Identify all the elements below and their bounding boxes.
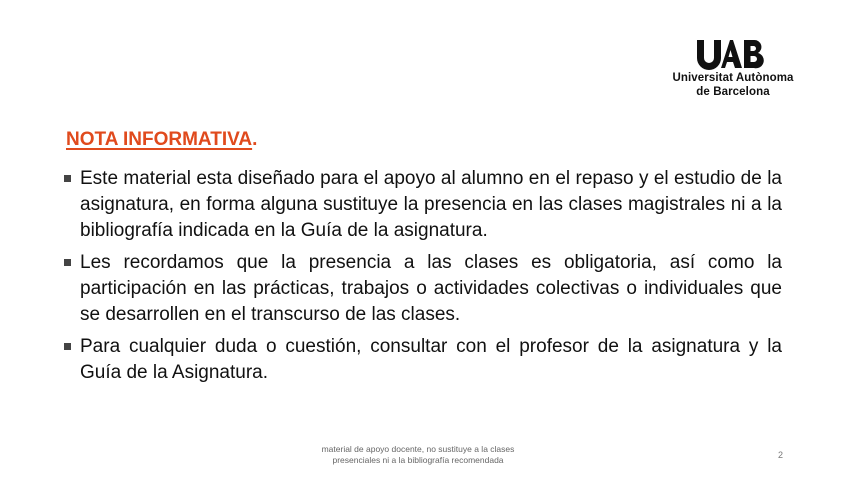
logo-line-city: de Barcelona [696,86,770,98]
uab-logo [658,38,808,102]
title-text: NOTA INFORMATIVA [66,129,253,150]
page-number: 2 [778,450,784,460]
title-dot: . [252,129,258,150]
footer-line-1: material de apoyo docente, no sustituye a la clases [321,444,515,454]
bullet-text: Para cualquier duda o cuestión, consultar con el profesor de la asignatura y la Guía de la Asignatura. [80,336,782,383]
bullet-item [62,166,782,244]
square-bullet-icon [64,343,71,350]
square-bullet-icon [64,259,71,266]
uab-logo-mark [695,38,765,70]
footer-note [300,444,536,466]
bullet-text: Les recordamos que la presencia a las clases es obligatoria, así como la participación en las prácticas, trabajos o actividades colectivas o individuales que se desarrollen en el transcurso de las clases. [80,252,782,325]
square-bullet-icon [64,175,71,182]
bullet-text: Este material esta diseñado para el apoyo al alumno en el repaso y el estudio de la asignatura, en forma alguna sustituye la presencia en las clases magistrales ni a la bibliografía indicada en la Guía de la asignatura. [80,168,782,241]
logo-line-university: Universitat Autònoma [672,72,794,84]
bullet-list [62,166,782,392]
bullet-item [62,250,782,328]
bullet-item [62,334,782,386]
slide-title [66,129,257,151]
footer-line-2: presenciales ni a la bibliografía recomendada [332,455,504,465]
